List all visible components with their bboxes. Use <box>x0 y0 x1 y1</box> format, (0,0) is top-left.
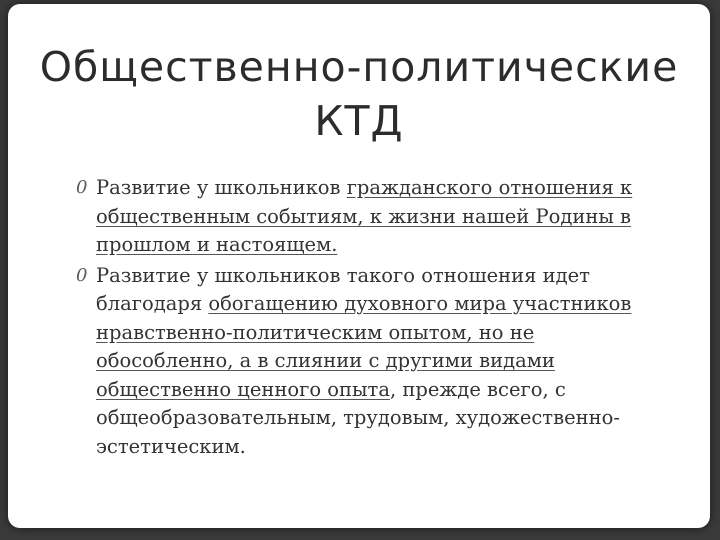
bullet-marker: 0 <box>76 177 88 198</box>
list-item <box>68 174 658 260</box>
title-line-2: КТД <box>314 97 404 145</box>
item-text-part: , прежде всего, с общеобразовательным, трудовым, художественно-эстетическим. <box>96 377 620 458</box>
title-line-1: Общественно-политические <box>39 43 679 91</box>
item-text <box>96 176 632 256</box>
list-item <box>68 262 658 462</box>
item-text-underlined: обогащению духовного мира участников нравственно-политическим опытом, но не обособленно, а в слиянии с другими видами общественно ценного опыта <box>96 292 632 401</box>
item-text <box>96 264 631 458</box>
item-text-part: Развитие у школьников такого отношения идет благодаря <box>96 263 590 315</box>
bullet-marker: 0 <box>76 264 88 286</box>
bullet-list <box>68 174 658 463</box>
item-text-underlined: гражданского отношения к общественным событиям, к жизни нашей Родины в прошлом и настоящем. <box>96 176 633 256</box>
slide <box>8 4 710 528</box>
item-text-part: Развитие у школьников <box>96 176 347 199</box>
slide-title <box>8 40 710 148</box>
